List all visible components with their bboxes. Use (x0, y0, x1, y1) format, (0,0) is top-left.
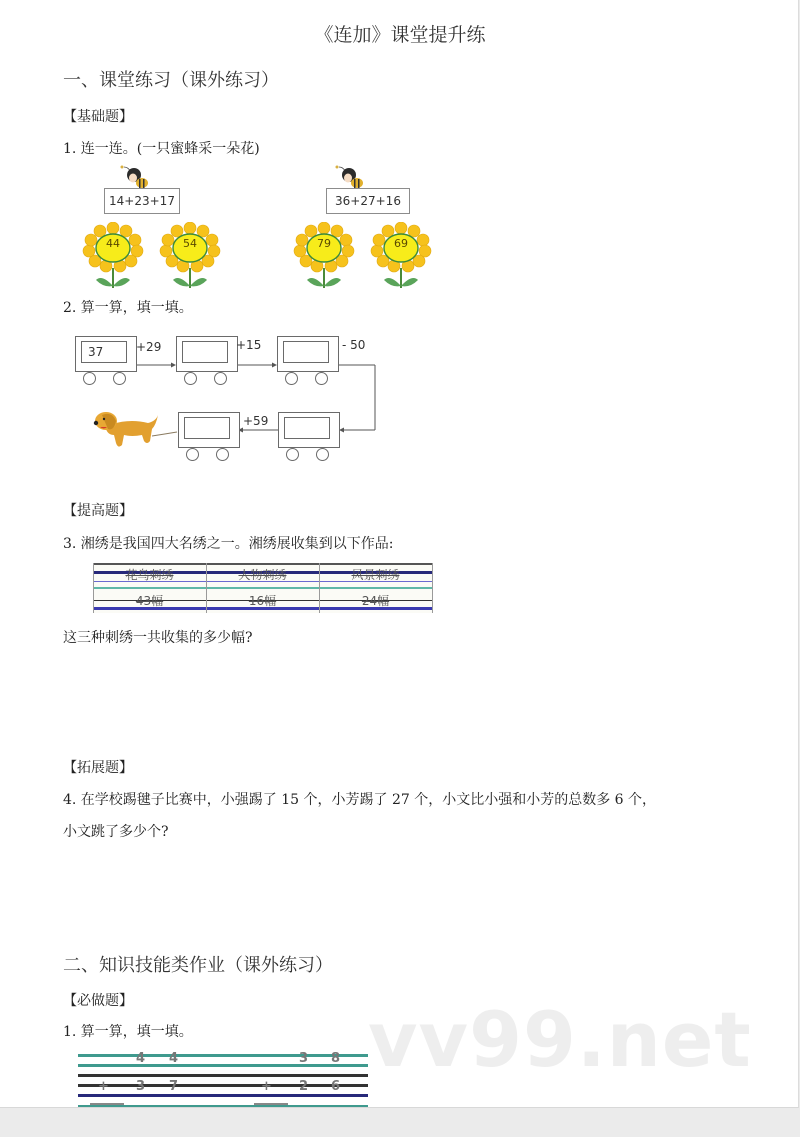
flower-value: 79 (317, 237, 331, 250)
digit: 7 (169, 1079, 179, 1094)
flower-54[interactable] (159, 222, 221, 290)
embroidery-table (93, 563, 433, 613)
table-cell: 16幅 (248, 594, 277, 608)
flower-value: 69 (394, 237, 408, 250)
bee-icon (118, 163, 148, 189)
answer-box[interactable] (182, 341, 228, 363)
section-2-heading: 二、知识技能类作业（课外练习） (63, 955, 333, 976)
train-car-1 (75, 336, 137, 382)
section-2-question-1-text: 1. 算一算，填一填。 (63, 1024, 193, 1040)
watermark: vv99.net (368, 995, 752, 1084)
digit: 4 (169, 1051, 179, 1066)
digit: 6 (331, 1079, 341, 1094)
start-value: 37 (81, 341, 127, 363)
digit: 3 (299, 1051, 309, 1066)
required-tag: 【必做题】 (63, 993, 133, 1009)
operator: + (261, 1079, 272, 1094)
table-cell: 43幅 (135, 594, 164, 608)
question-3-text: 3. 湘绣是我国四大名绣之一。湘绣展收集到以下作品: (63, 536, 394, 552)
extension-tag: 【拓展题】 (63, 760, 133, 776)
operation-label: - 50 (342, 338, 366, 352)
table-header: 人物刺绣 (238, 568, 287, 582)
operation-label: +29 (136, 340, 162, 354)
section-1-heading: 一、课堂练习（课外练习） (63, 70, 279, 91)
question-2-text: 2. 算一算，填一填。 (63, 300, 193, 316)
page-title: 《连加》课堂提升练 (314, 24, 486, 46)
train-car-2 (176, 336, 238, 382)
operation-label: +59 (243, 414, 269, 428)
flower-44[interactable] (82, 222, 144, 290)
flower-value: 54 (183, 237, 197, 250)
train-car-5 (178, 412, 240, 458)
expression-box-2: 36+27+16 (326, 188, 410, 214)
digit: 4 (136, 1051, 146, 1066)
expression-box-1: 14+23+17 (104, 188, 180, 214)
operation-label: +15 (236, 338, 262, 352)
question-4-line-2: 小文跳了多少个? (63, 824, 169, 840)
digit: 3 (136, 1079, 146, 1094)
answer-box[interactable] (283, 341, 329, 363)
train-car-4 (278, 412, 340, 458)
bee-icon (333, 163, 363, 189)
digit: 2 (299, 1079, 309, 1094)
flower-79[interactable] (293, 222, 355, 290)
flower-value: 44 (106, 237, 120, 250)
train-car-3 (277, 336, 339, 382)
advanced-tag: 【提高题】 (63, 503, 133, 519)
flower-69[interactable] (370, 222, 432, 290)
basic-tag: 【基础题】 (63, 109, 133, 125)
table-cell: 24幅 (361, 594, 390, 608)
question-4-line-1: 4. 在学校踢毽子比赛中，小强踢了 15 个，小芳踢了 27 个，小文比小强和小芳的总数多 6 个， (63, 792, 657, 808)
answer-box[interactable] (284, 417, 330, 439)
answer-box[interactable] (184, 417, 230, 439)
table-header: 风景刺绣 (351, 568, 400, 582)
vertical-addition (78, 1051, 368, 1108)
question-1-text: 1. 连一连。(一只蜜蜂采一朵花) (63, 141, 260, 157)
question-3-prompt: 这三种刺绣一共收集的多少幅? (63, 630, 253, 646)
table-header: 花鸟刺绣 (125, 568, 174, 582)
dog-icon (92, 405, 162, 455)
digit: 8 (331, 1051, 341, 1066)
operator: + (98, 1079, 109, 1094)
